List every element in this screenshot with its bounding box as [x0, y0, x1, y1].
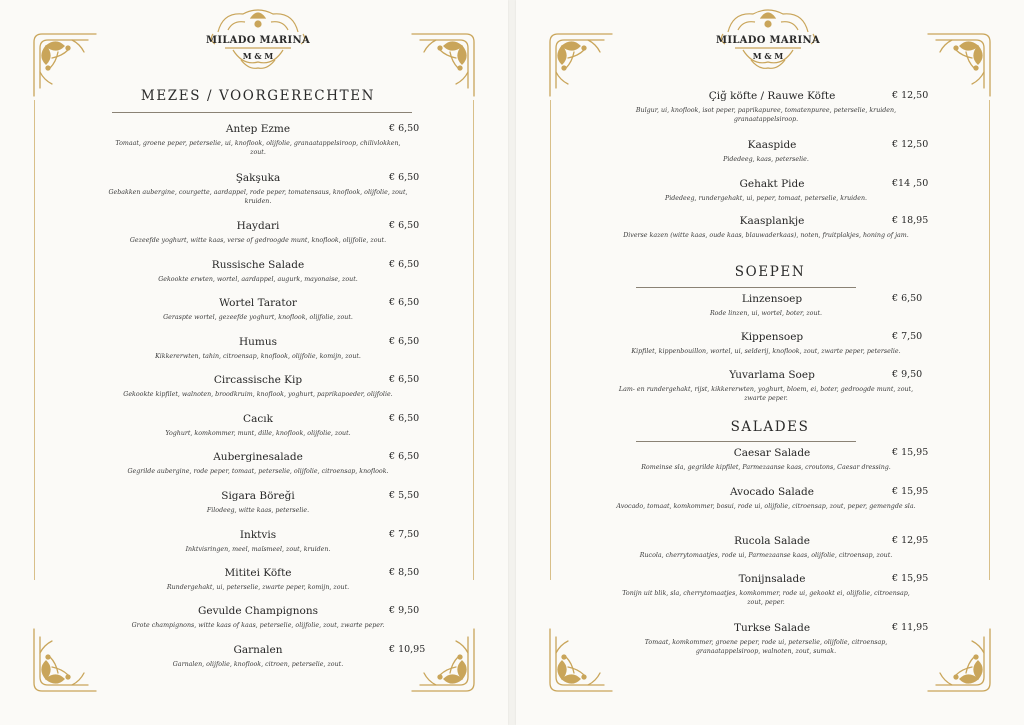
- menu-item-name: Şakşuka: [235, 172, 281, 184]
- menu-item-name: Turkse Salade: [733, 622, 811, 634]
- menu-item-price: € 15,95: [892, 486, 929, 497]
- menu-item-price: €14 ,50: [892, 178, 929, 189]
- brand-name: MILADO MARINA: [205, 35, 311, 46]
- menu-item-name: Yuvarlama Soep: [729, 369, 815, 381]
- menu-item-price: € 6,50: [389, 451, 420, 462]
- menu-item-name: Linzensoep: [741, 293, 803, 305]
- menu-item-price: € 6,50: [389, 172, 420, 183]
- menu-item-name: Kaasplankje: [739, 215, 805, 227]
- menu-item-description: Pidedeeg, kaas, peterselie.: [723, 156, 809, 163]
- border-line: [989, 100, 990, 580]
- menu-item-description: Geraspte wortel, gezeefde yoghurt, knoflook, olijfolie, zout.: [163, 314, 353, 321]
- menu-item-description: Avocado, tomaat, komkommer, bosui, rode ui, olijfolie, citroensap, zout, peper, gemengde sla.: [616, 503, 916, 510]
- menu-item-description: Rucola, cherrytomaatjes, rode ui, Parmezaanse kaas, olijfolie, citroensap, zout.: [639, 552, 893, 559]
- corner-ornament-icon: [28, 627, 98, 697]
- corner-ornament-icon: [926, 28, 996, 98]
- menu-item-description: Rundergehakt, ui, peterselie, zwarte peper, komijn, zout.: [166, 584, 350, 591]
- menu-item-price: € 6,50: [389, 220, 420, 231]
- menu-item-description: Tomaat, groene peper, peterselie, ui, knoflook, olijfolie, granaatappelsiroop, chilivlokken, zout.: [115, 140, 401, 157]
- brand-name: MILADO MARINA: [715, 35, 821, 46]
- menu-item-name: Mititei Köfte: [224, 567, 292, 579]
- menu-item-description: Gekookte erwten, wortel, aardappel, augurk, mayonaise, zout.: [158, 276, 358, 283]
- corner-ornament-icon: [410, 627, 480, 697]
- section-title-mezes: MEZES / VOORGERECHTEN: [140, 88, 376, 104]
- menu-item-price: € 7,50: [892, 331, 923, 342]
- menu-item-price: € 6,50: [389, 259, 420, 270]
- menu-item-description: Kikkererwten, tahin, citroensap, knoflook, olijfolie, komijn, zout.: [155, 353, 361, 360]
- menu-item-name: Kaaspide: [747, 139, 797, 151]
- menu-item-description: Grote champignons, witte kaas of kaas, peterselie, olijfolie, zout, zwarte peper.: [131, 622, 385, 629]
- corner-ornament-icon: [926, 627, 996, 697]
- menu-item-description: Diverse kazen (witte kaas, oude kaas, blauwaderkaas), noten, fruitplakjes, honing of jam.: [623, 232, 909, 239]
- left-menu-page: [0, 0, 508, 725]
- menu-item-name: Haydari: [236, 220, 280, 232]
- menu-item-name: Auberginesalade: [213, 451, 303, 463]
- menu-item-description: Lam- en rundergehakt, rijst, kikkererwten, yoghurt, bloem, ei, boter, gedroogde munt, zout, zwarte peper.: [618, 386, 914, 403]
- menu-item-name: Russische Salade: [211, 259, 305, 271]
- right-menu-page: [516, 0, 1024, 725]
- border-line: [473, 100, 474, 580]
- menu-item-description: Gezeefde yoghurt, witte kaas, verse of gedroogde munt, knoflook, olijfolie, zout.: [129, 237, 387, 244]
- menu-item-name: Rucola Salade: [734, 535, 810, 547]
- menu-item-price: € 12,50: [892, 90, 929, 101]
- menu-item-name: Caesar Salade: [733, 447, 811, 459]
- menu-item-price: € 15,95: [892, 573, 929, 584]
- menu-item-price: € 5,50: [389, 490, 420, 501]
- menu-item-price: € 6,50: [389, 374, 420, 385]
- menu-item-name: Wortel Tarator: [219, 297, 297, 309]
- menu-item-description: Gebakken aubergine, courgette, aardappel, rode peper, tomatensaus, knoflook, olijfolie, zout, kruiden.: [108, 189, 408, 206]
- menu-item-description: Tomaat, komkommer, groene peper, rode ui, peterselie, olijfolie, citroensap, granaatappelsiroop, walnoten, zout, sumak.: [644, 639, 888, 656]
- menu-item-description: Inktvisringen, meel, maïsmeel, zout, kruiden.: [185, 546, 331, 553]
- menu-item-description: Pidedeeg, rundergehakt, ui, peper, tomaat, peterselie, kruiden.: [664, 195, 868, 202]
- menu-item-name: Garnalen: [233, 644, 283, 656]
- menu-item-price: € 6,50: [389, 413, 420, 424]
- menu-item-name: Inktvis: [239, 529, 277, 541]
- section-divider: [636, 287, 856, 288]
- menu-item-price: € 18,95: [892, 215, 929, 226]
- section-title-salades: SALADES: [730, 419, 810, 435]
- menu-item-name: Cacık: [243, 413, 273, 425]
- menu-item-price: € 10,95: [389, 644, 426, 655]
- menu-item-price: € 11,95: [892, 622, 929, 633]
- menu-item-description: Tonijn uit blik, sla, cherrytomaatjes, komkommer, rode ui, gekookt ei, olijfolie, citroensap, zout, peper.: [622, 590, 910, 607]
- menu-item-description: Bulgur, ui, knoflook, isot peper, paprikapuree, tomatenpuree, peterselie, kruiden, granaatappelsiroop.: [635, 107, 897, 124]
- menu-item-price: € 12,50: [892, 139, 929, 150]
- section-divider: [636, 441, 856, 442]
- corner-ornament-icon: [544, 28, 614, 98]
- border-line: [34, 100, 35, 580]
- menu-item-name: Kippensoep: [740, 331, 804, 343]
- menu-item-name: Avocado Salade: [730, 486, 814, 498]
- menu-item-price: € 6,50: [389, 297, 420, 308]
- menu-item-price: € 12,95: [892, 535, 929, 546]
- menu-item-description: Filodeeg, witte kaas, peterselie.: [206, 507, 310, 514]
- menu-item-name: Humus: [238, 336, 278, 348]
- menu-item-price: € 6,50: [892, 293, 923, 304]
- menu-item-name: Circassische Kip: [213, 374, 303, 386]
- menu-item-name: Sigara Böreği: [221, 490, 295, 502]
- menu-item-price: € 9,50: [892, 369, 923, 380]
- menu-item-price: € 8,50: [389, 567, 420, 578]
- menu-item-name: Antep Ezme: [225, 123, 291, 135]
- menu-item-name: Çiğ köfte / Rauwe Köfte: [708, 90, 836, 102]
- brand-logo: [713, 4, 823, 74]
- menu-item-price: € 6,50: [389, 336, 420, 347]
- section-title-soepen: SOEPEN: [734, 264, 806, 280]
- menu-item-description: Yoghurt, komkommer, munt, dille, knoflook, olijfolie, zout.: [165, 430, 351, 437]
- section-divider: [112, 112, 412, 113]
- menu-item-price: € 7,50: [389, 529, 420, 540]
- brand-monogram: M & M: [752, 51, 784, 61]
- menu-item-price: € 6,50: [389, 123, 420, 134]
- brand-monogram: M & M: [242, 51, 274, 61]
- menu-item-name: Gehakt Pide: [739, 178, 805, 190]
- brand-logo: [203, 4, 313, 74]
- menu-item-price: € 15,95: [892, 447, 929, 458]
- menu-item-description: Romeinse sla, gegrilde kipfilet, Parmezaanse kaas, croutons, Caesar dressing.: [641, 464, 891, 471]
- menu-item-description: Gekookte kipfilet, walnoten, broodkruim, knoflook, yoghurt, paprikapoeder, olijfolie.: [123, 391, 393, 398]
- menu-item-price: € 9,50: [389, 605, 420, 616]
- menu-item-name: Gevulde Champignons: [198, 605, 318, 617]
- menu-item-description: Rode linzen, ui, wortel, boter, zout.: [709, 310, 823, 317]
- menu-item-description: Gegrilde aubergine, rode peper, tomaat, peterselie, olijfolie, citroensap, knoflook.: [127, 468, 389, 475]
- menu-item-name: Tonijnsalade: [738, 573, 806, 585]
- menu-item-description: Kipfilet, kippenbouillon, wortel, ui, selderij, knoflook, zout, zwarte peper, peterselie.: [631, 348, 901, 355]
- corner-ornament-icon: [544, 627, 614, 697]
- menu-item-description: Garnalen, olijfolie, knoflook, citroen, peterselie, zout.: [172, 661, 344, 668]
- border-line: [550, 100, 551, 580]
